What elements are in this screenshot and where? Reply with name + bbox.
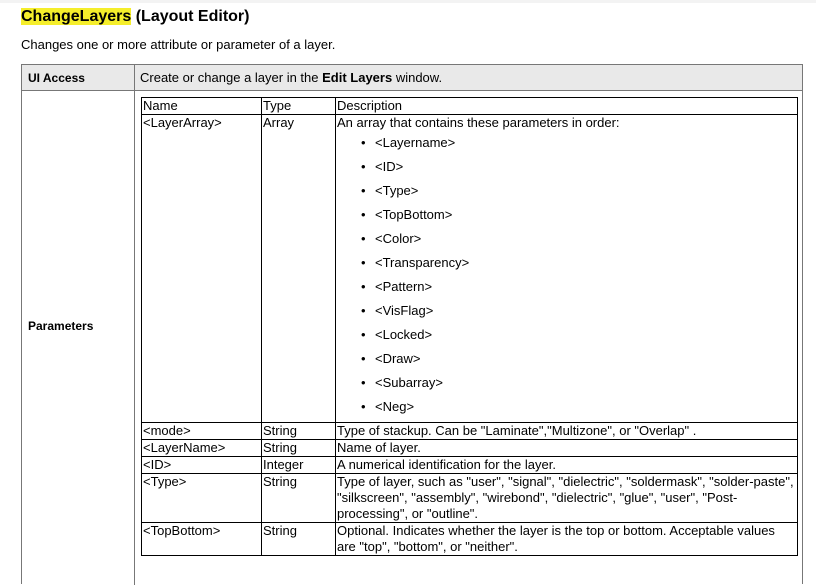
list-item: • <Subarray> <box>375 374 796 398</box>
param-description: Type of layer, such as "user", "signal", "dielectric", "soldermask", "solder-paste", "silkscreen", "assembly", "wirebond", "dielectric", "glue", "user", "Post-processing", or "outline". <box>336 474 798 523</box>
layer-array-intro: An array that contains these parameters in order: <box>337 115 620 130</box>
param-name: <ID> <box>142 457 262 474</box>
param-description: A numerical identification for the layer. <box>336 457 798 474</box>
column-divider <box>134 65 135 585</box>
header-name: Name <box>142 98 262 115</box>
parameters-label: Parameters <box>28 319 94 333</box>
layer-array-list <box>337 134 796 422</box>
list-item: • <VisFlag> <box>375 302 796 326</box>
ui-access-text-after: window. <box>392 70 443 85</box>
list-item: • <TopBottom> <box>375 206 796 230</box>
ui-access-label: UI Access <box>28 71 85 85</box>
param-type: String <box>262 440 336 457</box>
list-item: • <Color> <box>375 230 796 254</box>
list-item: • <Type> <box>375 182 796 206</box>
table-row <box>142 457 798 474</box>
table-row <box>142 440 798 457</box>
table-row <box>142 115 798 423</box>
table-row <box>142 474 798 523</box>
param-type: Integer <box>262 457 336 474</box>
param-type: Array <box>262 115 336 423</box>
param-name: <Type> <box>142 474 262 523</box>
param-type: String <box>262 474 336 523</box>
param-name: <LayerName> <box>142 440 262 457</box>
list-item: • <Draw> <box>375 350 796 374</box>
parameters-table <box>141 97 798 556</box>
edit-layers-window-name: Edit Layers <box>322 70 393 85</box>
param-type: String <box>262 523 336 556</box>
param-description: Type of stackup. Can be "Laminate","Multizone", or "Overlap" . <box>336 423 798 440</box>
title-highlight: ChangeLayers <box>21 8 132 25</box>
page-subtitle: Changes one or more attribute or parameter of a layer. <box>21 37 336 52</box>
table-row <box>142 523 798 556</box>
list-item: • <ID> <box>375 158 796 182</box>
list-item: • <Transparency> <box>375 254 796 278</box>
title-suffix: (Layout Editor) <box>131 8 250 25</box>
table-header-row <box>142 98 798 115</box>
ui-access-text-before: Create or change a layer in the <box>140 70 323 85</box>
table-row <box>142 423 798 440</box>
header-description: Description <box>336 98 798 115</box>
param-name: <TopBottom> <box>142 523 262 556</box>
list-item: • <Pattern> <box>375 278 796 302</box>
param-description: Optional. Indicates whether the layer is the top or bottom. Acceptable values are "top", "bottom", or "neither". <box>336 523 798 556</box>
header-type: Type <box>262 98 336 115</box>
list-item: • <Neg> <box>375 398 796 422</box>
param-description <box>336 115 798 423</box>
page-title <box>21 8 249 26</box>
top-divider <box>0 0 816 3</box>
list-item: • <Locked> <box>375 326 796 350</box>
param-name: <LayerArray> <box>142 115 262 423</box>
ui-access-text <box>140 70 442 85</box>
param-name: <mode> <box>142 423 262 440</box>
list-item: • <Layername> <box>375 134 796 158</box>
param-description: Name of layer. <box>336 440 798 457</box>
param-type: String <box>262 423 336 440</box>
